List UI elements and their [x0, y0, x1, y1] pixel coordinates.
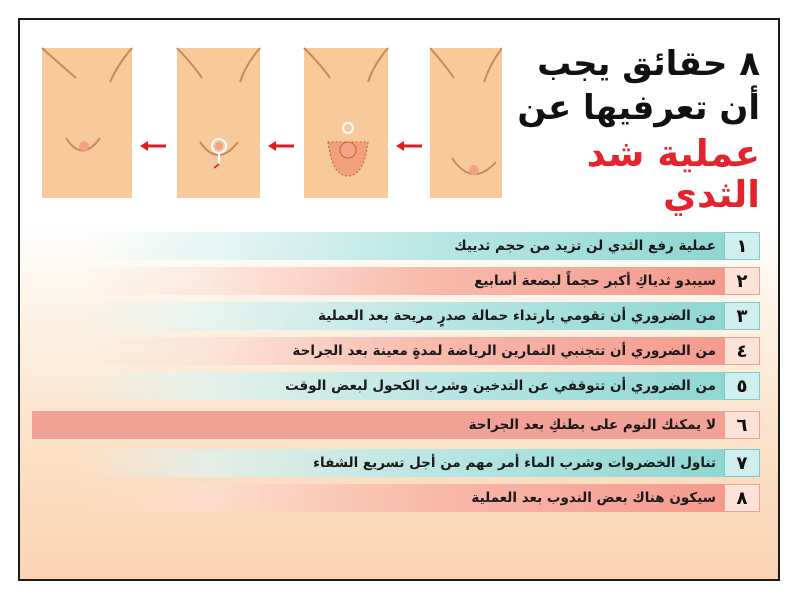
fact-text: تناول الخضروات وشرب الماء أمر مهم من أجل تسريع الشفاء	[80, 449, 724, 477]
fact-text: عملية رفع الثدي لن تزيد من حجم ثدييك	[80, 232, 724, 260]
fact-text: سيبدو ثدياكِ أكبر حجماً لبضعة أسابيع	[80, 267, 724, 295]
left-arrow-icon	[140, 141, 166, 151]
title-line-3: عملية شد الثدي	[586, 132, 760, 216]
fact-row-3	[80, 302, 760, 330]
fact-number: ٥	[724, 372, 760, 400]
torso-stage-2	[304, 48, 388, 198]
torso-stage-4	[42, 48, 132, 198]
infographic-frame	[18, 18, 780, 581]
fact-row-2	[80, 267, 760, 295]
torso-stage-3	[177, 48, 260, 198]
fact-row-1	[80, 232, 760, 260]
fact-number: ٦	[724, 411, 760, 439]
fact-row-5	[80, 372, 760, 400]
fact-text: سيكون هناك بعض الندوب بعد العملية	[80, 484, 724, 512]
fact-number: ٣	[724, 302, 760, 330]
fact-row-4	[80, 337, 760, 365]
fact-number: ١	[724, 232, 760, 260]
fact-number: ٧	[724, 449, 760, 477]
fact-row-7	[80, 449, 760, 477]
fact-text: لا يمكنك النوم على بطنكِ بعد الجراحة	[32, 411, 724, 439]
fact-number: ٨	[724, 484, 760, 512]
left-arrow-icon	[396, 141, 422, 151]
fact-text: من الضروري أن تتجنبي التمارين الرياضة لمدةٍ معينة بعد الجراحة	[80, 337, 724, 365]
title-line-2: أن تعرفيها عن	[517, 88, 760, 128]
procedure-illustration	[32, 38, 502, 198]
left-arrow-icon	[268, 141, 294, 151]
fact-number: ٢	[724, 267, 760, 295]
fact-row-6	[32, 411, 760, 439]
fact-row-8	[80, 484, 760, 512]
torso-stage-1	[430, 48, 502, 198]
fact-text: من الضروري أن تقومي بارتداء حمالة صدرٍ مريحة بعد العملية	[80, 302, 724, 330]
fact-number: ٤	[724, 337, 760, 365]
title-line-1: ٨ حقائق يجب	[537, 44, 760, 84]
fact-text: من الضروري أن تتوقفي عن التدخين وشرب الكحول لبعض الوقت	[80, 372, 724, 400]
